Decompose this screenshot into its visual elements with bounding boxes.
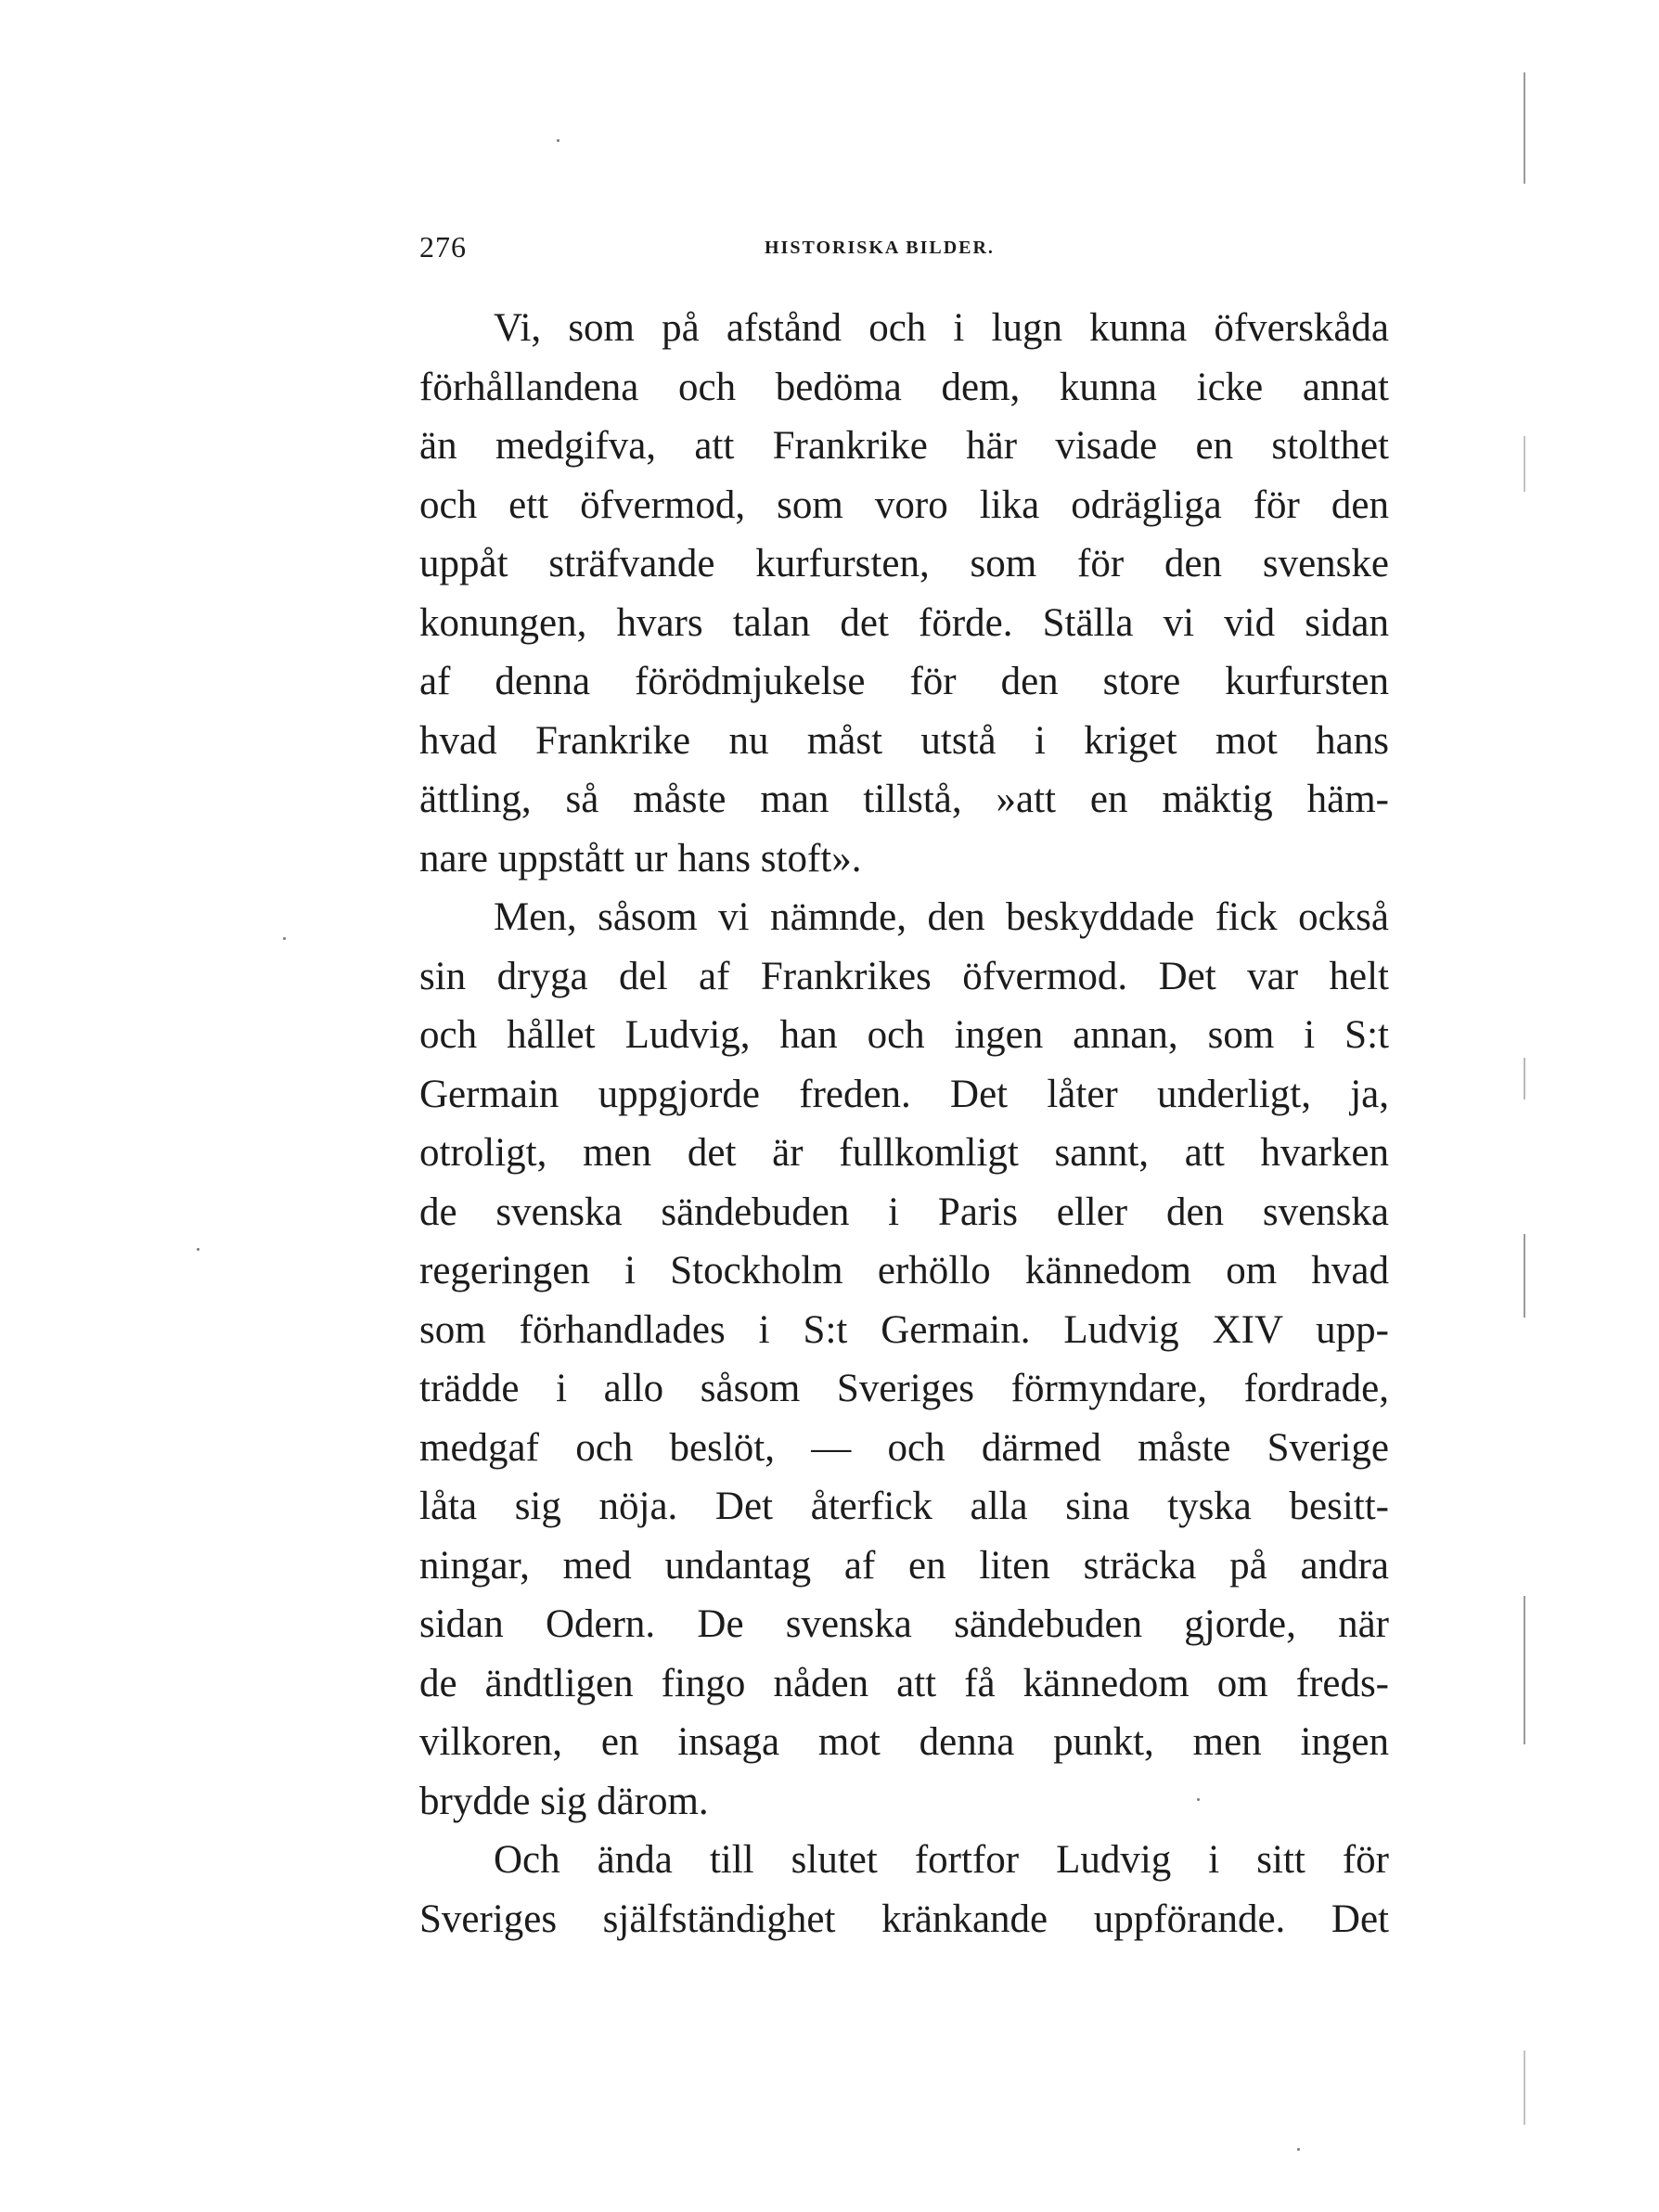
text-line: Men, såsom vi nämnde, den beskyddade fick också (494, 895, 1389, 939)
text-line: otroligt, men det är fullkomligt sannt, att hvarken (419, 1131, 1389, 1175)
page-header (419, 230, 1384, 267)
text-line: och hållet Ludvig, han och ingen annan, som i S:t (419, 1013, 1389, 1057)
text-line: brydde sig därom. (419, 1779, 709, 1823)
page-edge-mark (1524, 436, 1525, 492)
text-line: vilkoren, en insaga mot denna punkt, men ingen (419, 1720, 1389, 1764)
page-edge-mark (1524, 1058, 1525, 1100)
page-edge-mark (1524, 2051, 1525, 2125)
text-line: nare uppstått ur hans stoft». (419, 836, 862, 881)
text-line: de svenska sändebuden i Paris eller den svenska (419, 1190, 1389, 1234)
text-line: regeringen i Stockholm erhöllo kännedom om hvad (419, 1249, 1389, 1292)
page-edge-mark (1524, 1596, 1525, 1744)
text-line: ättling, så måste man tillstå, »att en mäktig häm- (419, 778, 1389, 821)
page-number: 276 (419, 230, 467, 264)
paper-speck (1297, 2148, 1300, 2151)
text-line: uppåt sträfvande kurfursten, som för den svenske (419, 542, 1389, 585)
text-line: som förhandlades i S:t Germain. Ludvig XIV upp- (419, 1307, 1389, 1352)
text-line: låta sig nöja. Det återfick alla sina tyska besitt- (419, 1485, 1389, 1528)
text-line: ningar, med undantag af en liten sträcka på andra (419, 1543, 1389, 1588)
text-line: och ett öfvermod, som voro lika odrägliga för den (419, 482, 1389, 527)
text-line: af denna förödmjukelse för den store kurfursten (419, 660, 1389, 703)
paper-speck (1197, 1798, 1200, 1801)
body-text (419, 299, 1389, 1948)
text-line: sidan Odern. De svenska sändebuden gjorde, när (419, 1602, 1389, 1646)
text-line: Och ända till slutet fortfor Ludvig i sitt för (494, 1838, 1389, 1882)
text-line: än medgifva, att Frankrike här visade en stolthet (419, 424, 1389, 468)
text-line: medgaf och beslöt, — och därmed måste Sverige (419, 1425, 1389, 1470)
text-line: de ändtligen fingo nåden att få kännedom om freds- (419, 1661, 1389, 1705)
text-line: Vi, som på afstånd och i lugn kunna öfverskåda (494, 306, 1389, 350)
text-line: konungen, hvars talan det förde. Ställa vi vid sidan (419, 600, 1389, 645)
paper-speck (557, 139, 559, 142)
text-line: Sveriges själfständighet kränkande uppförande. Det (419, 1897, 1389, 1941)
paper-speck (197, 1248, 199, 1251)
page-edge-mark (1524, 72, 1525, 184)
text-line: förhållandena och bedöma dem, kunna icke annat (419, 365, 1389, 409)
running-head: HISTORISKA BILDER. (765, 238, 995, 258)
text-line: Germain uppgjorde freden. Det låter underligt, ja, (419, 1072, 1389, 1116)
text-line: sin dryga del af Frankrikes öfvermod. Det var helt (419, 954, 1389, 998)
text-line: trädde i allo såsom Sveriges förmyndare, fordrade, (419, 1367, 1389, 1410)
page-edge-mark (1524, 1234, 1525, 1318)
paper-speck (283, 937, 286, 940)
text-line: hvad Frankrike nu måst utstå i kriget mot hans (419, 718, 1389, 763)
